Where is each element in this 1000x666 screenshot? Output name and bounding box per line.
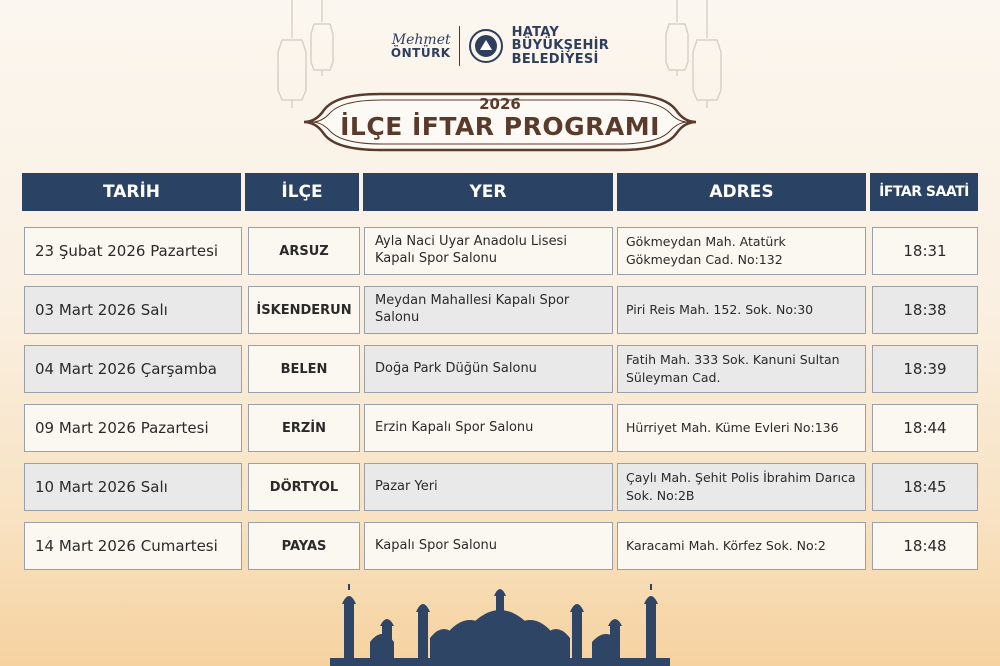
row-5-date: 10 Mart 2026 Salı	[24, 463, 242, 511]
logo-divider	[459, 26, 460, 66]
row-4-date: 09 Mart 2026 Pazartesi	[24, 404, 242, 452]
row-4-place: Erzin Kapalı Spor Salonu	[364, 404, 613, 452]
row-6-place: Kapalı Spor Salonu	[364, 522, 613, 570]
row-6-time: 18:48	[872, 522, 978, 570]
row-1-address: Gökmeydan Mah. Atatürk Gökmeydan Cad. No:132	[617, 227, 866, 275]
mayor-last-name: ÖNTÜRK	[390, 46, 451, 60]
row-2-date: 03 Mart 2026 Salı	[24, 286, 242, 334]
column-header-address: ADRES	[617, 173, 866, 211]
row-5-place: Pazar Yeri	[364, 463, 613, 511]
row-5-time: 18:45	[872, 463, 978, 511]
row-1-time: 18:31	[872, 227, 978, 275]
column-header-date: TARİH	[22, 173, 241, 211]
municipality-name	[512, 26, 609, 67]
row-6-address: Karacami Mah. Körfez Sok. No:2	[617, 522, 866, 570]
mosque-skyline-icon	[330, 580, 670, 666]
row-1-place: Ayla Naci Uyar Anadolu Lisesi Kapalı Spor Salonu	[364, 227, 613, 275]
municipality-line-1: HATAY	[511, 24, 560, 40]
row-5-address: Çaylı Mah. Şehit Polis İbrahim Darıca Sok. No:2B	[617, 463, 866, 511]
column-header-iftar-time: İFTAR SAATİ	[870, 173, 978, 211]
row-4-time: 18:44	[872, 404, 978, 452]
program-year: 2026	[479, 95, 521, 113]
header-logos	[0, 18, 1000, 74]
row-2-time: 18:38	[872, 286, 978, 334]
row-4-address: Hürriyet Mah. Küme Evleri No:136	[617, 404, 866, 452]
row-3-date: 04 Mart 2026 Çarşamba	[24, 345, 242, 393]
municipality-line-3: BELEDİYESİ	[511, 51, 599, 67]
mayor-signature	[391, 33, 451, 59]
row-3-district: BELEN	[248, 345, 360, 393]
page-title: İLÇE İFTAR PROGRAMI	[340, 112, 660, 141]
row-5-district: DÖRTYOL	[248, 463, 360, 511]
row-4-district: ERZİN	[248, 404, 360, 452]
row-2-place: Meydan Mahallesi Kapalı Spor Salonu	[364, 286, 613, 334]
row-2-address: Piri Reis Mah. 152. Sok. No:30	[617, 286, 866, 334]
row-3-time: 18:39	[872, 345, 978, 393]
row-1-date: 23 Şubat 2026 Pazartesi	[24, 227, 242, 275]
municipality-line-2: BÜYÜKŞEHİR	[511, 38, 610, 54]
row-2-district: İSKENDERUN	[248, 286, 360, 334]
column-header-district: İLÇE	[245, 173, 359, 211]
row-1-district: ARSUZ	[248, 227, 360, 275]
municipality-seal-icon	[468, 28, 504, 64]
row-6-date: 14 Mart 2026 Cumartesi	[24, 522, 242, 570]
mayor-first-name: Mehmet	[391, 32, 451, 48]
row-3-place: Doğa Park Düğün Salonu	[364, 345, 613, 393]
row-6-district: PAYAS	[248, 522, 360, 570]
column-header-place: YER	[363, 173, 613, 211]
row-3-address: Fatih Mah. 333 Sok. Kanuni Sultan Süleyman Cad.	[617, 345, 866, 393]
